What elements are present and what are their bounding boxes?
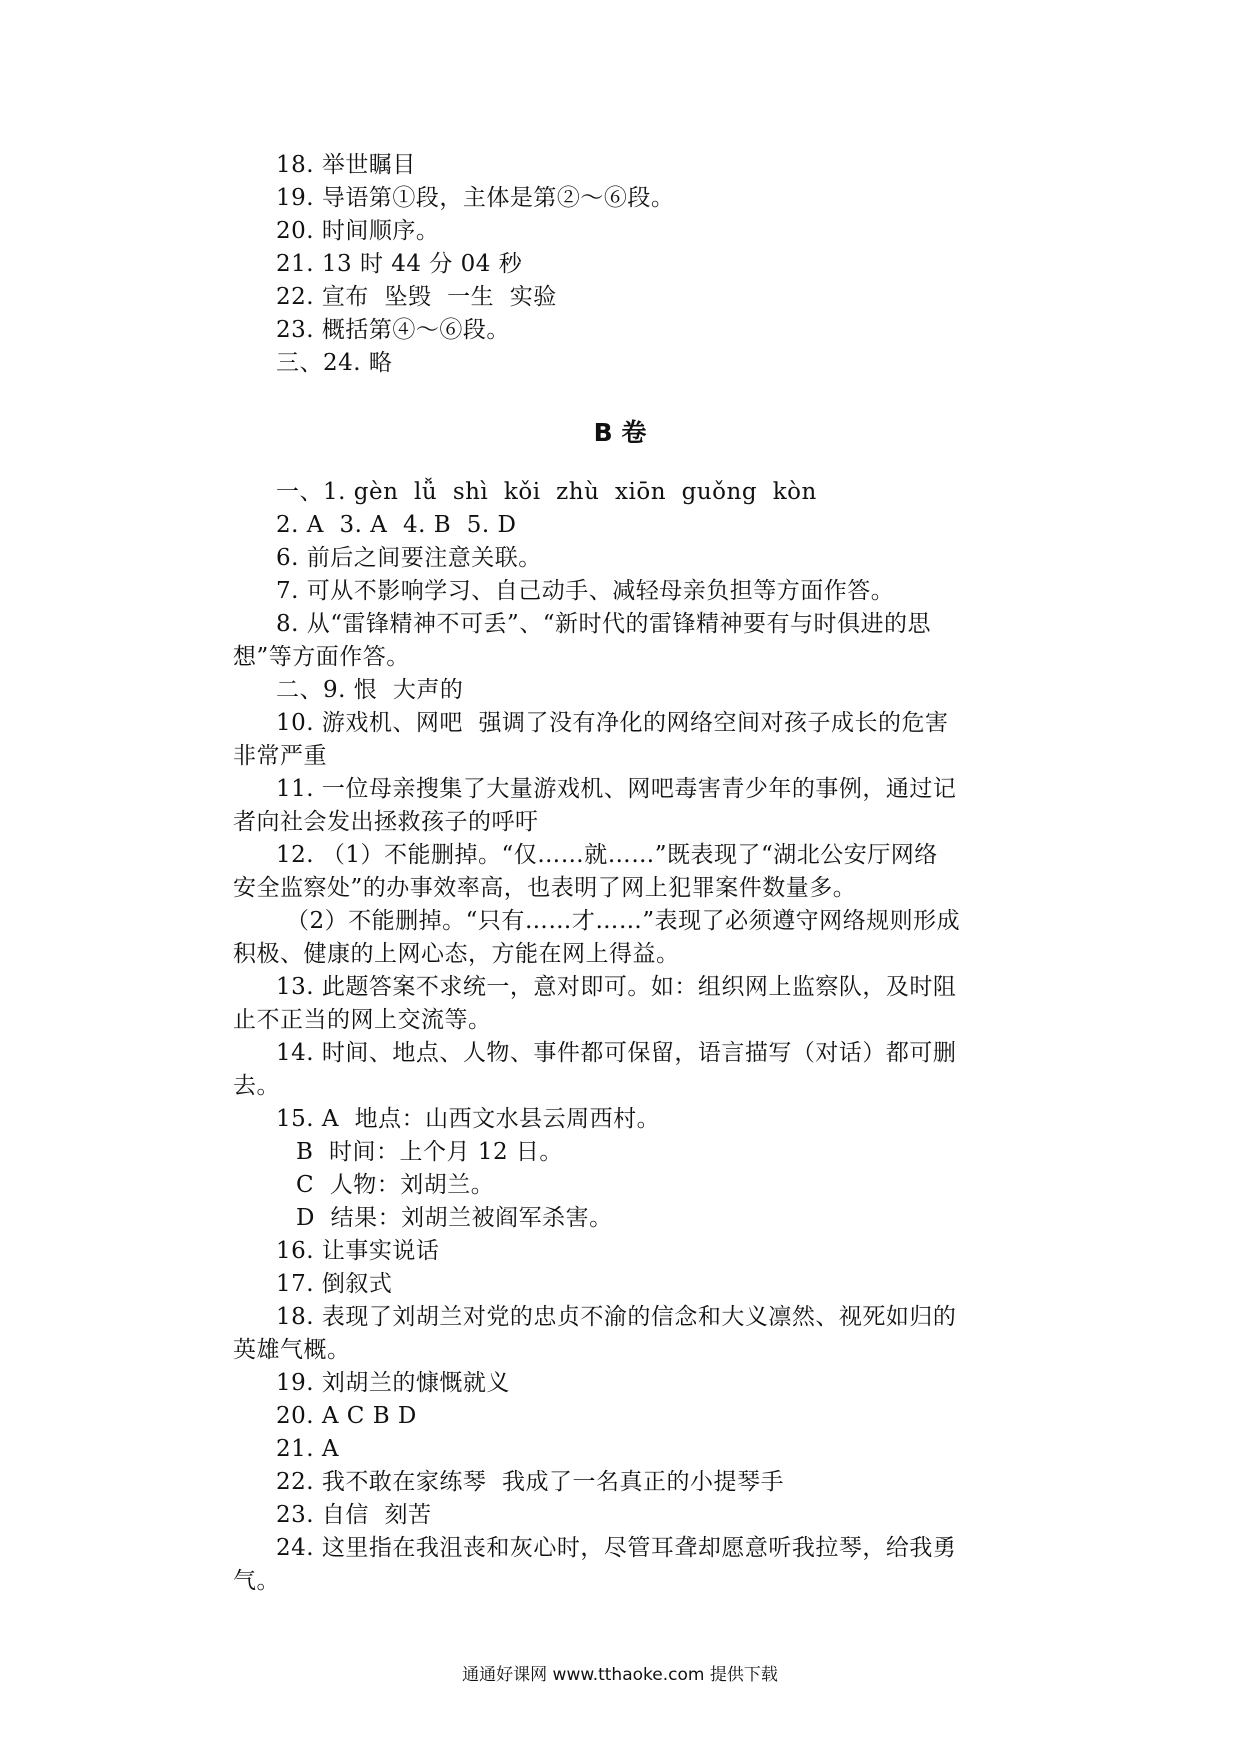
answer-line: 二、9. 恨 大声的	[276, 677, 464, 703]
answer-line-continued: 安全监察处”的办事效率高，也表明了网上犯罪案件数量多。	[233, 875, 857, 901]
answer-line: 18. 表现了刘胡兰对党的忠贞不渝的信念和大义凛然、视死如归的	[276, 1304, 957, 1330]
answer-line-continued: 积极、健康的上网心态，方能在网上得益。	[233, 941, 680, 967]
section-title: B 卷	[593, 418, 647, 447]
answer-line: （2）不能删掉。“只有……才……”表现了必须遵守网络规则形成	[286, 908, 961, 934]
answer-line-continued: 气。	[233, 1568, 280, 1594]
answer-line: 6. 前后之间要注意关联。	[276, 545, 542, 571]
answer-line-continued: 止不正当的网上交流等。	[233, 1007, 492, 1033]
answer-line: 20. A C B D	[276, 1403, 417, 1429]
answer-line: 19. 刘胡兰的慷慨就义	[276, 1370, 510, 1396]
answer-line: 21. 13 时 44 分 04 秒	[276, 251, 523, 277]
answer-line: 17. 倒叙式	[276, 1271, 393, 1297]
answer-line-continued: 者向社会发出拯救孩子的呼吁	[233, 809, 539, 835]
answer-line: 7. 可从不影响学习、自己动手、减轻母亲负担等方面作答。	[276, 578, 895, 604]
answer-line-continued: 想”等方面作答。	[233, 644, 410, 670]
answer-line: 20. 时间顺序。	[276, 218, 440, 244]
answer-line: 21. A	[276, 1436, 339, 1462]
answer-line: 一、1. gèn lǚ shì kǒi zhù xiōn guǒng kòn	[276, 479, 817, 505]
answer-line: 12. （1）不能删掉。“仅……就……”既表现了“湖北公安厅网络	[276, 842, 938, 868]
answer-line: 13. 此题答案不求统一，意对即可。如：组织网上监察队，及时阻	[276, 974, 957, 1000]
answer-line-continued: 去。	[233, 1073, 280, 1099]
answer-subline: C 人物：刘胡兰。	[296, 1172, 495, 1198]
answer-line: 10. 游戏机、网吧 强调了没有净化的网络空间对孩子成长的危害	[276, 710, 949, 736]
answer-line: 18. 举世瞩目	[276, 152, 416, 178]
answer-line: 2. A 3. A 4. B 5. D	[276, 512, 517, 538]
answer-line: 16. 让事实说话	[276, 1238, 440, 1264]
answer-line: 14. 时间、地点、人物、事件都可保留，语言描写（对话）都可删	[276, 1040, 957, 1066]
answer-line: 11. 一位母亲搜集了大量游戏机、网吧毒害青少年的事例，通过记	[276, 776, 957, 802]
answer-line: 8. 从“雷锋精神不可丢”、“新时代的雷锋精神要有与时俱进的思	[276, 611, 932, 637]
answer-line: 23. 自信 刻苦	[276, 1502, 432, 1528]
answer-line: 22. 宣布 坠毁 一生 实验	[276, 284, 557, 310]
answer-line: 22. 我不敢在家练琴 我成了一名真正的小提琴手	[276, 1469, 785, 1495]
answer-subline: D 结果：刘胡兰被阎军杀害。	[296, 1205, 613, 1231]
answer-line: 19. 导语第①段，主体是第②～⑥段。	[276, 185, 675, 211]
page-footer: 通通好课网 www.tthaoke.com 提供下载	[462, 1665, 778, 1685]
answer-line: 15. A 地点：山西文水县云周西村。	[276, 1106, 661, 1132]
answer-line: 23. 概括第④～⑥段。	[276, 317, 510, 343]
answer-line-continued: 英雄气概。	[233, 1337, 351, 1363]
answer-line-continued: 非常严重	[233, 743, 327, 769]
answer-line: 24. 这里指在我沮丧和灰心时，尽管耳聋却愿意听我拉琴，给我勇	[276, 1535, 957, 1561]
answer-subline: B 时间：上个月 12 日。	[296, 1139, 563, 1165]
answer-line: 三、24. 略	[276, 350, 393, 376]
